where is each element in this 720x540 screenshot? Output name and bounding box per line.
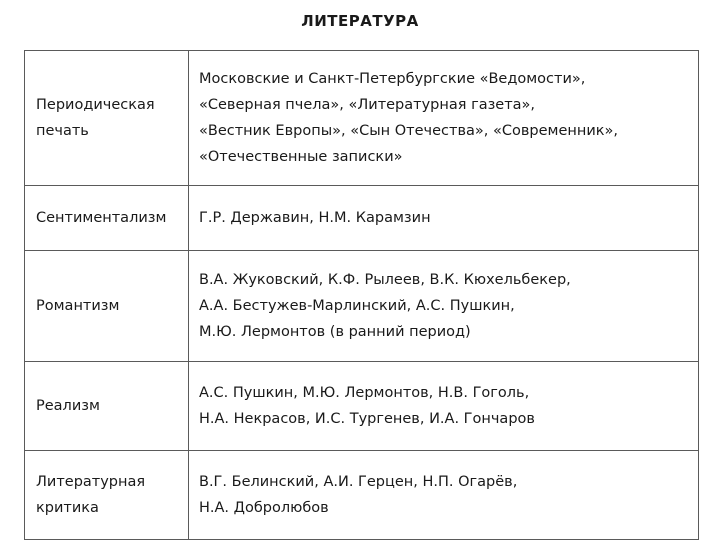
table-row: [25, 451, 699, 540]
content-line: А.А. Бестужев-Марлинский, А.С. Пушкин,: [199, 298, 515, 314]
category-label: Реализм: [36, 398, 100, 414]
content-cell: [189, 251, 699, 362]
category-label: Литературная: [36, 474, 146, 490]
category-cell: [25, 362, 189, 451]
content-line: «Северная пчела», «Литературная газета»,: [199, 97, 536, 113]
content-line: Н.А. Добролюбов: [199, 500, 329, 516]
content-line: А.С. Пушкин, М.Ю. Лермонтов, Н.В. Гоголь,: [199, 385, 530, 401]
content-line: Московские и Санкт-Петербургские «Ведомости»,: [199, 71, 586, 87]
category-cell: [25, 251, 189, 362]
table-row: [25, 51, 699, 186]
content-line: В.Г. Белинский, А.И. Герцен, Н.П. Огарёв,: [199, 474, 518, 490]
content-line: «Вестник Европы», «Сын Отечества», «Современник»,: [199, 123, 618, 139]
content-cell: [189, 451, 699, 540]
literature-table: [24, 50, 699, 540]
category-label: печать: [36, 123, 89, 139]
category-cell: [25, 451, 189, 540]
content-line: М.Ю. Лермонтов (в ранний период): [199, 324, 471, 340]
table-row: [25, 186, 699, 251]
category-label: Романтизм: [36, 298, 120, 314]
content-line: «Отечественные записки»: [199, 149, 403, 165]
content-line: В.А. Жуковский, К.Ф. Рылеев, В.К. Кюхельбекер,: [199, 272, 571, 288]
content-cell: [189, 362, 699, 451]
category-label: Сентиментализм: [36, 210, 167, 226]
category-label: Периодическая: [36, 97, 155, 113]
table-row: [25, 251, 699, 362]
content-line: Г.Р. Державин, Н.М. Карамзин: [199, 210, 431, 226]
category-cell: [25, 186, 189, 251]
table-row: [25, 362, 699, 451]
page-title: ЛИТЕРАТУРА: [301, 12, 419, 30]
content-line: Н.А. Некрасов, И.С. Тургенев, И.А. Гончаров: [199, 411, 535, 427]
category-cell: [25, 51, 189, 186]
content-cell: [189, 51, 699, 186]
content-cell: [189, 186, 699, 251]
category-label: критика: [36, 500, 99, 516]
